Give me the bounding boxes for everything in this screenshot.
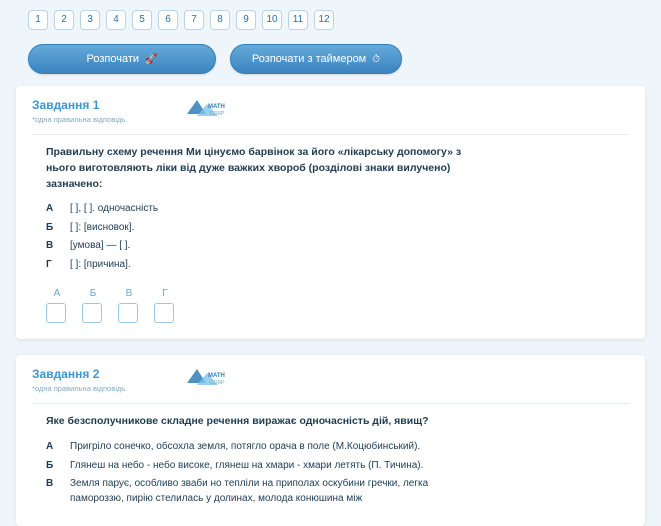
- page-button-8[interactable]: 8: [210, 10, 230, 30]
- task-divider-1: [32, 134, 629, 135]
- page-button-2[interactable]: 2: [54, 10, 74, 30]
- option-row: [46, 221, 629, 236]
- timer-icon: ⏱: [372, 54, 381, 65]
- option-letter: А: [46, 203, 54, 215]
- page-button-9[interactable]: 9: [236, 10, 256, 30]
- task-question-1: Правильну схему речення Ми цінуємо барвінок за його «лікарську допомогу» з нього виготовляють ліки від дуже важких хвороб (розділові знаки вилучено) зазначено:: [46, 146, 462, 190]
- answer-option-v: [118, 288, 140, 323]
- page-button-3[interactable]: 3: [80, 10, 100, 30]
- option-row: [46, 459, 629, 474]
- answer-letter: Г: [162, 288, 168, 300]
- page-button-7[interactable]: 7: [184, 10, 204, 30]
- option-text: [ ]: [причина].: [70, 258, 131, 270]
- answer-checkbox-a[interactable]: [46, 303, 66, 323]
- task-card-2: [16, 355, 645, 526]
- option-letter: Г: [46, 258, 52, 270]
- option-row: [46, 239, 629, 254]
- answer-row-1: [46, 288, 629, 323]
- answer-option-b: [82, 288, 104, 323]
- task-divider-2: [32, 403, 629, 404]
- option-text: Пригріло сонечко, обсохла земля, потягло орача в поле (М.Коцюбинський).: [70, 441, 421, 452]
- pagination: [0, 0, 661, 34]
- task-options-1: [46, 202, 629, 272]
- answer-letter: А: [53, 288, 61, 300]
- task-options-2: [46, 440, 629, 506]
- option-row: [46, 202, 629, 217]
- option-text: [умова] — [ ].: [70, 240, 131, 252]
- option-text: [ ], [ ]. одночасність: [70, 203, 159, 215]
- start-button[interactable]: [28, 44, 216, 74]
- page-button-6[interactable]: 6: [158, 10, 178, 30]
- page-button-11[interactable]: 11: [288, 10, 308, 30]
- mathcorp-logo-icon: [185, 365, 231, 391]
- page-button-5[interactable]: 5: [132, 10, 152, 30]
- mathcorp-logo-icon: [185, 96, 231, 122]
- rocket-icon: 🚀: [145, 54, 158, 65]
- option-text: Земля парує, особливо зваби но тепліли на приполах оскубини гречки, легка памороззю, пирію стелилась у долинах, молода конюшина між: [70, 478, 429, 504]
- svg-text:MATH: MATH: [208, 373, 226, 380]
- option-letter: Б: [46, 459, 54, 471]
- option-row: [46, 477, 629, 506]
- svg-text:CORP: CORP: [210, 380, 225, 387]
- task-title-1: Завдання 1: [32, 98, 100, 112]
- answer-option-g: [154, 288, 176, 323]
- answer-checkbox-g[interactable]: [154, 303, 174, 323]
- task-header-1: [32, 98, 629, 124]
- answer-checkbox-v[interactable]: [118, 303, 138, 323]
- task-title-2: Завдання 2: [32, 367, 100, 382]
- page-button-1[interactable]: 1: [28, 10, 48, 30]
- start-with-timer-label: Розпочати з таймером: [251, 53, 367, 65]
- svg-text:CORP: CORP: [210, 111, 225, 117]
- svg-text:MATH: MATH: [208, 104, 226, 110]
- page-button-4[interactable]: 4: [106, 10, 126, 30]
- start-with-timer-button[interactable]: [230, 44, 402, 74]
- action-bar: [0, 34, 661, 86]
- option-text: [ ]: [висновок].: [70, 221, 135, 233]
- task-question-2: Яке безсполучникове складне речення виражає одночасність дій, явищ?: [46, 415, 429, 428]
- answer-letter: Б: [89, 288, 97, 300]
- page-button-12[interactable]: 12: [314, 10, 334, 30]
- task-header-2: [32, 367, 629, 393]
- task-note-2: *одна правильна відповідь.: [32, 384, 128, 394]
- answer-checkbox-b[interactable]: [82, 303, 102, 323]
- option-row: [46, 440, 629, 455]
- option-letter: Б: [46, 221, 54, 233]
- option-letter: В: [46, 240, 54, 252]
- answer-option-a: [46, 288, 68, 323]
- option-row: [46, 258, 629, 273]
- option-text: Глянеш на небо - небо високе, глянеш на хмари - хмари летять (П. Тичина).: [70, 459, 424, 471]
- page-button-10[interactable]: 10: [262, 10, 282, 30]
- option-letter: В: [46, 478, 54, 489]
- task-card-1: [16, 86, 645, 339]
- answer-letter: В: [125, 288, 133, 300]
- option-letter: А: [46, 441, 54, 452]
- task-note-1: *одна правильна відповідь.: [32, 115, 128, 124]
- start-button-label: Розпочати: [86, 53, 140, 65]
